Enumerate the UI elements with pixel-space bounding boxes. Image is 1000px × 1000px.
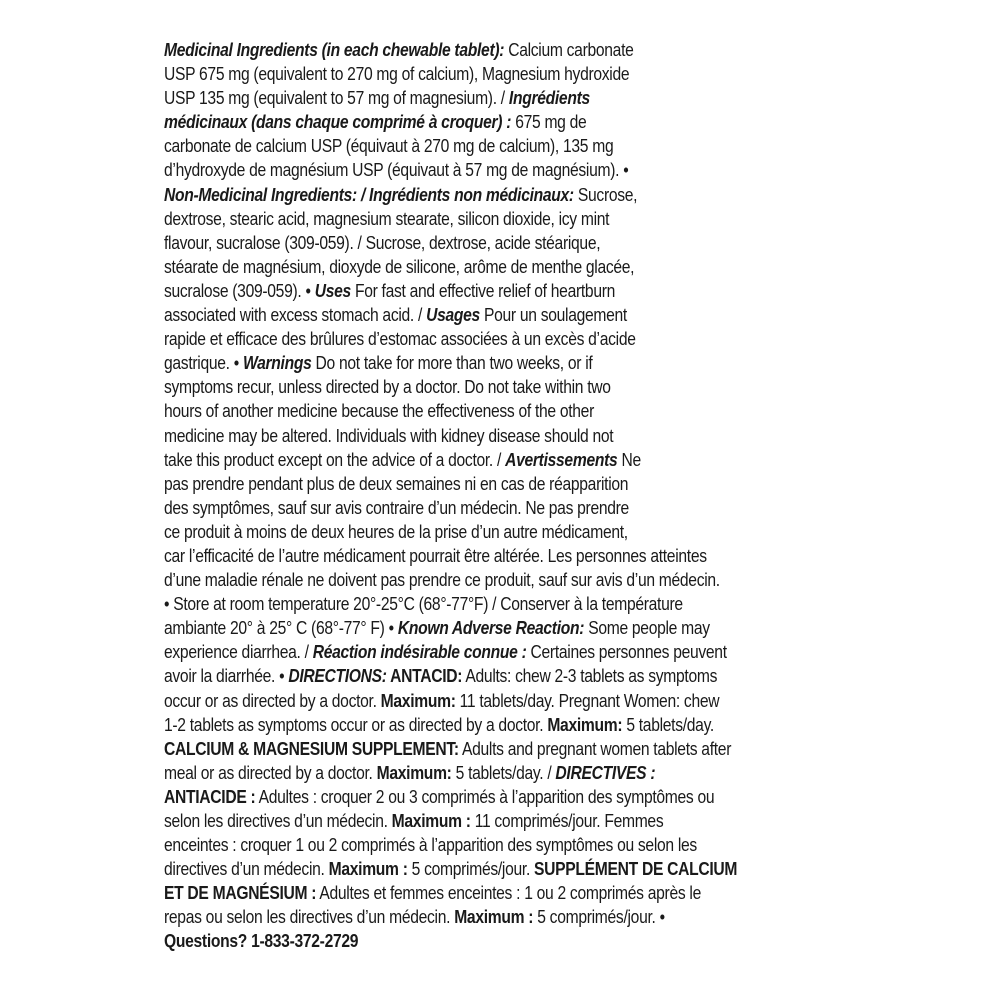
text-line — [164, 134, 766, 158]
emphasis-segment: Non-Medicinal Ingredients: / Ingrédients non médicinaux: — [164, 184, 574, 205]
text-segment: experience diarrhea. / — [164, 642, 313, 663]
text-line — [164, 640, 766, 664]
text-segment: des symptômes, sauf sur avis contraire d’un médecin. Ne pas prendre — [164, 497, 629, 518]
emphasis-segment: ET DE MAGNÉSIUM : — [164, 883, 317, 904]
text-segment: dextrose, stearic acid, magnesium stearate, silicon dioxide, icy mint — [164, 208, 610, 229]
text-segment: 675 mg de — [511, 112, 587, 133]
text-line — [164, 86, 766, 110]
text-segment: Calcium carbonate — [504, 40, 634, 60]
emphasis-segment: Avertissements — [505, 449, 618, 470]
emphasis-segment: Maximum : — [328, 859, 408, 880]
text-line — [164, 375, 766, 399]
text-segment: repas ou selon les directives d’un médecin. — [164, 907, 455, 928]
text-segment: take this product except on the advice of a doctor. / — [164, 449, 506, 470]
emphasis-segment: Maximum : — [454, 907, 534, 928]
text-segment: rapide et efficace des brûlures d’estomac associées à un excès d’acide — [164, 329, 636, 350]
emphasis-segment: ANTIACIDE : — [164, 786, 256, 807]
text-line — [164, 327, 766, 351]
text-segment: USP 675 mg (equivalent to 270 mg of calcium), Magnesium hydroxide — [164, 64, 630, 85]
text-line — [164, 664, 766, 688]
emphasis-segment: Uses — [314, 280, 351, 301]
text-line — [164, 857, 766, 881]
text-line — [164, 303, 766, 327]
text-line — [164, 689, 766, 713]
emphasis-segment: DIRECTIVES : — [555, 762, 656, 783]
emphasis-segment: Maximum : — [391, 811, 471, 831]
text-segment: medicine may be altered. Individuals with kidney disease should not — [164, 425, 614, 446]
text-segment: meal or as directed by a doctor. — [164, 762, 377, 783]
emphasis-segment: Usages — [426, 305, 480, 326]
text-segment: 5 tablets/day. / — [451, 762, 556, 783]
text-segment: 5 comprimés/jour. • — [533, 907, 665, 928]
text-line — [164, 207, 766, 231]
text-segment: car l’efficacité de l’autre médicament pourrait être altérée. Les personnes atteintes — [164, 545, 707, 566]
text-segment: occur or as directed by a doctor. — [164, 690, 381, 711]
text-segment: Ne — [617, 449, 641, 470]
text-segment: Certaines personnes peuvent — [526, 642, 727, 663]
emphasis-segment: Known Adverse Reaction: — [397, 618, 585, 639]
text-segment: Adultes : croquer 2 ou 3 comprimés à l’apparition des symptômes ou — [255, 786, 715, 807]
text-line — [164, 472, 766, 496]
text-segment: carbonate de calcium USP (équivaut à 270 mg de calcium), 135 mg — [164, 136, 614, 157]
text-line — [164, 62, 766, 86]
text-segment: selon les directives d’un médecin. — [164, 811, 392, 831]
emphasis-segment: Questions? 1-833-372-2729 — [164, 931, 359, 952]
text-segment: USP 135 mg (equivalent to 57 mg of magnesium). / — [164, 88, 509, 109]
text-line — [164, 616, 766, 640]
text-line — [164, 279, 766, 303]
text-segment: Do not take for more than two weeks, or if — [311, 353, 593, 374]
text-line — [164, 881, 766, 905]
emphasis-segment: Réaction indésirable connue : — [312, 642, 527, 663]
text-segment: ambiante 20° à 25° C (68°-77° F) • — [164, 618, 398, 639]
text-segment: Adultes et femmes enceintes : 1 ou 2 comprimés après le — [316, 883, 701, 904]
text-line — [164, 713, 766, 737]
text-line — [164, 183, 766, 207]
product-label-text — [164, 38, 766, 954]
text-line — [164, 520, 766, 544]
text-line — [164, 351, 766, 375]
text-line — [164, 737, 766, 761]
text-line — [164, 568, 766, 592]
text-line — [164, 496, 766, 520]
text-segment: pas prendre pendant plus de deux semaines ni en cas de réapparition — [164, 473, 629, 494]
text-segment: gastrique. • — [164, 353, 243, 374]
emphasis-segment: Maximum: — [547, 714, 623, 735]
text-segment: 5 comprimés/jour. — [407, 859, 535, 880]
text-line — [164, 110, 766, 134]
emphasis-segment: Maximum: — [376, 762, 452, 783]
text-line — [164, 905, 766, 929]
text-segment: Pour un soulagement — [479, 305, 627, 326]
text-segment: stéarate de magnésium, dioxyde de silicone, arôme de menthe glacée, — [164, 256, 635, 277]
text-segment: Adults: chew 2-3 tablets as symptoms — [462, 666, 718, 687]
text-segment: • Store at room temperature 20°-25°C (68°-77°F) / Conserver à la température — [164, 594, 683, 615]
text-segment: d’hydroxyde de magnésium USP (équivaut à 57 mg de magnésium). • — [164, 160, 629, 181]
text-segment: enceintes : croquer 1 ou 2 comprimés à l’apparition des symptômes ou selon les — [164, 835, 697, 856]
text-segment: For fast and effective relief of heartburn — [350, 280, 616, 301]
text-line — [164, 448, 766, 472]
emphasis-segment: Medicinal Ingredients (in each chewable tablet): — [164, 40, 505, 60]
text-line — [164, 833, 766, 857]
text-segment: directives d’un médecin. — [164, 859, 329, 880]
emphasis-segment: CALCIUM & MAGNESIUM SUPPLEMENT: — [164, 738, 459, 759]
text-segment: sucralose (309-059). • — [164, 280, 315, 301]
text-line — [164, 785, 766, 809]
text-line — [164, 761, 766, 785]
emphasis-segment: ANTACID: — [386, 666, 463, 687]
emphasis-segment: Ingrédients — [508, 88, 590, 109]
text-line — [164, 592, 766, 616]
text-line — [164, 929, 766, 953]
text-segment: 1-2 tablets as symptoms occur or as directed by a doctor. — [164, 714, 548, 735]
emphasis-segment: DIRECTIONS: — [288, 666, 387, 687]
emphasis-segment: médicinaux (dans chaque comprimé à croquer) : — [164, 112, 512, 133]
text-line — [164, 424, 766, 448]
text-segment: symptoms recur, unless directed by a doctor. Do not take within two — [164, 377, 611, 398]
text-line — [164, 255, 766, 279]
text-segment: Sucrose, — [573, 184, 638, 205]
text-segment: ce produit à moins de deux heures de la prise d’un autre médicament, — [164, 521, 628, 542]
text-segment: hours of another medicine because the effectiveness of the other — [164, 401, 594, 422]
text-line — [164, 544, 766, 568]
text-segment: flavour, sucralose (309-059). / Sucrose, dextrose, acide stéarique, — [164, 232, 601, 253]
text-line — [164, 158, 766, 182]
emphasis-segment: Warnings — [242, 353, 312, 374]
text-segment: 5 tablets/day. — [622, 714, 714, 735]
text-line — [164, 38, 766, 62]
emphasis-segment: Maximum: — [380, 690, 456, 711]
text-segment: 11 tablets/day. Pregnant Women: chew — [455, 690, 720, 711]
text-line — [164, 231, 766, 255]
text-segment: associated with excess stomach acid. / — [164, 305, 427, 326]
text-segment: Adults and pregnant women tablets after — [458, 738, 732, 759]
text-segment: avoir la diarrhée. • — [164, 666, 289, 687]
text-line — [164, 399, 766, 423]
text-segment: d’une maladie rénale ne doivent pas prendre ce produit, sauf sur avis d’un médecin. — [164, 570, 720, 591]
emphasis-segment: SUPPLÉMENT DE CALCIUM — [534, 859, 738, 880]
text-segment: Some people may — [584, 618, 710, 639]
text-segment: 11 comprimés/jour. Femmes — [470, 811, 664, 831]
text-line — [164, 809, 766, 833]
